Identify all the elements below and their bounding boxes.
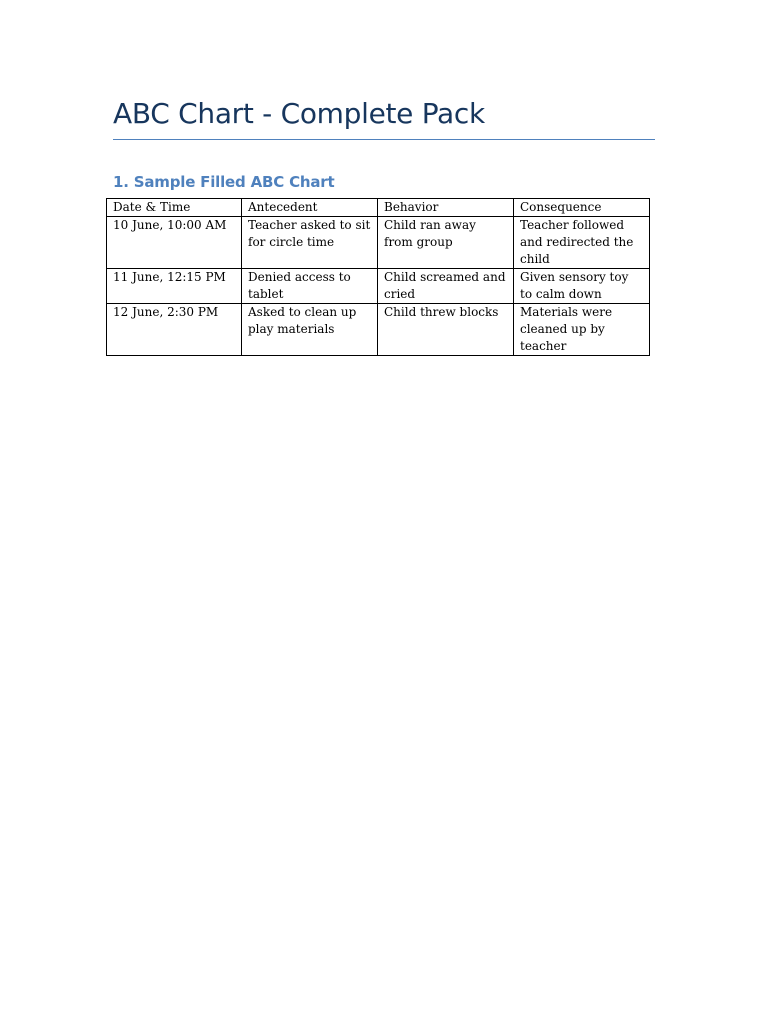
cell-behavior: Child ran away from group <box>378 217 514 269</box>
cell-date-time: 11 June, 12:15 PM <box>107 269 242 304</box>
section-heading: 1. Sample Filled ABC Chart <box>113 173 335 191</box>
header-date-time: Date & Time <box>107 199 242 217</box>
header-behavior: Behavior <box>378 199 514 217</box>
table-row <box>107 269 650 304</box>
title-divider <box>113 139 655 140</box>
cell-behavior: Child screamed and cried <box>378 269 514 304</box>
table-row <box>107 304 650 356</box>
table-row <box>107 217 650 269</box>
cell-antecedent: Teacher asked to sit for circle time <box>242 217 378 269</box>
cell-antecedent: Denied access to tablet <box>242 269 378 304</box>
cell-consequence: Teacher followed and redirected the child <box>514 217 650 269</box>
page-title: ABC Chart - Complete Pack <box>113 97 485 130</box>
cell-consequence: Given sensory toy to calm down <box>514 269 650 304</box>
cell-consequence: Materials were cleaned up by teacher <box>514 304 650 356</box>
cell-antecedent: Asked to clean up play materials <box>242 304 378 356</box>
cell-date-time: 10 June, 10:00 AM <box>107 217 242 269</box>
header-antecedent: Antecedent <box>242 199 378 217</box>
abc-chart-table <box>106 198 650 356</box>
header-consequence: Consequence <box>514 199 650 217</box>
cell-behavior: Child threw blocks <box>378 304 514 356</box>
cell-date-time: 12 June, 2:30 PM <box>107 304 242 356</box>
table-header-row <box>107 199 650 217</box>
